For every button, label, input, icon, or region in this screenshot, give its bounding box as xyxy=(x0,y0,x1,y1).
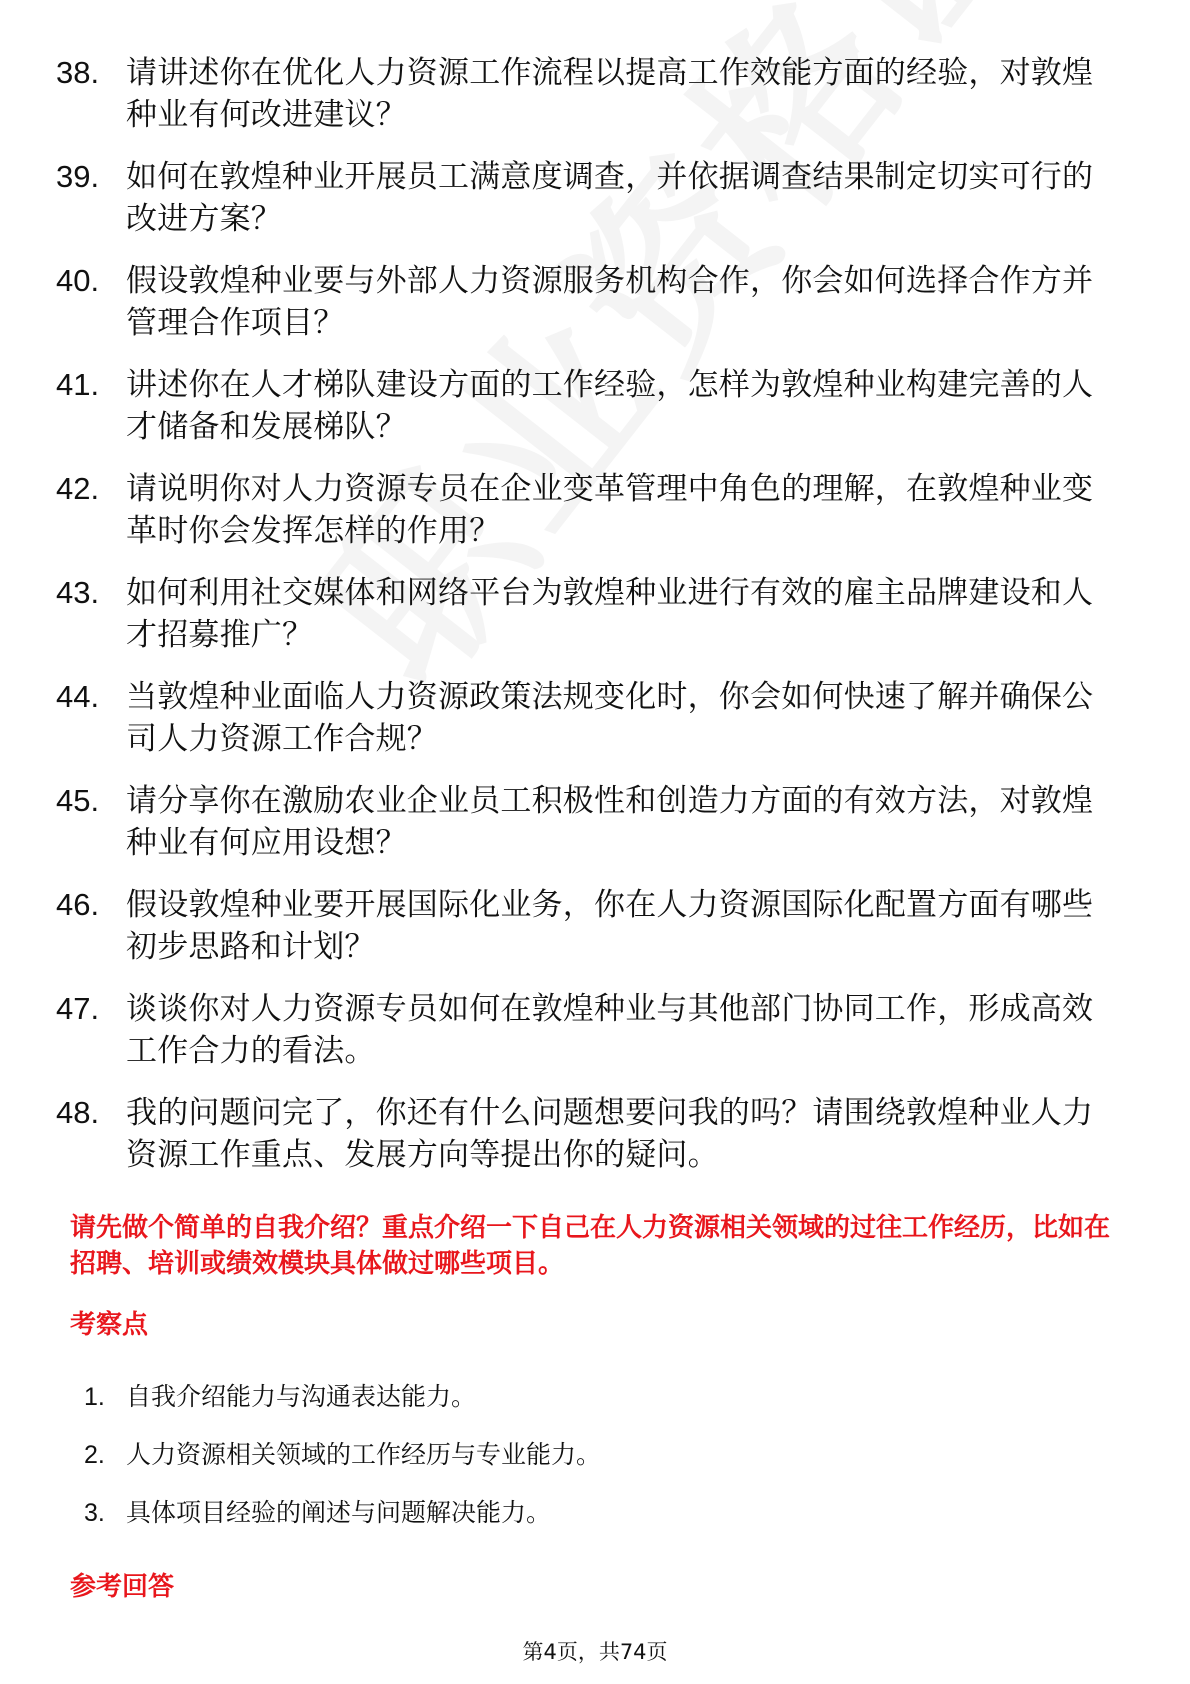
point-text: 具体项目经验的阐述与问题解决能力。 xyxy=(126,1498,552,1527)
question-list xyxy=(56,52,1116,1196)
point-text: 人力资源相关领域的工作经历与专业能力。 xyxy=(126,1440,602,1469)
question-text: 假设敦煌种业要开展国际化业务，你在人力资源国际化配置方面有哪些初步思路和计划？ xyxy=(126,887,1094,965)
point-number: 2. xyxy=(84,1441,105,1469)
list-item xyxy=(84,1380,1084,1414)
question-number: 41. xyxy=(56,367,100,402)
question-text: 请分享你在激励农业企业员工积极性和创造力方面的有效方法，对敦煌种业有何应用设想？ xyxy=(126,783,1094,861)
question-text: 假设敦煌种业要与外部人力资源服务机构合作，你会如何选择合作方并管理合作项目？ xyxy=(126,263,1094,341)
list-item xyxy=(56,988,1116,1072)
question-number: 43. xyxy=(56,575,100,610)
question-number: 45. xyxy=(56,783,100,818)
list-item xyxy=(56,884,1116,968)
question-text: 如何在敦煌种业开展员工满意度调查，并依据调查结果制定切实可行的改进方案？ xyxy=(126,159,1094,237)
intro-question: 请先做个简单的自我介绍？重点介绍一下自己在人力资源相关领域的过往工作经历，比如在招聘、培训或绩效模块具体做过哪些项目。 xyxy=(70,1213,1111,1279)
question-text: 请讲述你在优化人力资源工作流程以提高工作效能方面的经验，对敦煌种业有何改进建议？ xyxy=(126,55,1094,133)
list-item xyxy=(84,1496,1084,1530)
page-number: 第4页，共74页 xyxy=(522,1640,668,1664)
question-text: 我的问题问完了，你还有什么问题想要问我的吗？请围绕敦煌种业人力资源工作重点、发展方向等提出你的疑问。 xyxy=(126,1095,1094,1173)
question-text: 当敦煌种业面临人力资源政策法规变化时，你会如何快速了解并确保公司人力资源工作合规？ xyxy=(126,679,1094,757)
question-number: 39. xyxy=(56,159,100,194)
list-item xyxy=(56,1092,1116,1176)
point-number: 1. xyxy=(84,1383,105,1411)
list-item xyxy=(56,52,1116,136)
point-number: 3. xyxy=(84,1499,105,1527)
focus-section-title: 考察点 xyxy=(70,1310,149,1340)
question-number: 40. xyxy=(56,263,100,298)
question-text: 谈谈你对人力资源专员如何在敦煌种业与其他部门协同工作，形成高效工作合力的看法。 xyxy=(126,991,1094,1069)
list-item xyxy=(56,156,1116,240)
list-item xyxy=(56,364,1116,448)
answer-section-title: 参考回答 xyxy=(70,1572,175,1602)
question-number: 44. xyxy=(56,679,100,714)
question-number: 38. xyxy=(56,55,100,90)
question-number: 47. xyxy=(56,991,100,1026)
list-item xyxy=(56,780,1116,864)
list-item xyxy=(56,572,1116,656)
question-number: 48. xyxy=(56,1095,100,1130)
question-number: 42. xyxy=(56,471,100,506)
list-item xyxy=(84,1438,1084,1472)
question-text: 请说明你对人力资源专员在企业变革管理中角色的理解，在敦煌种业变革时你会发挥怎样的作用？ xyxy=(126,471,1094,549)
question-number: 46. xyxy=(56,887,100,922)
point-text: 自我介绍能力与沟通表达能力。 xyxy=(126,1382,477,1411)
question-text: 讲述你在人才梯队建设方面的工作经验，怎样为敦煌种业构建完善的人才储备和发展梯队？ xyxy=(126,367,1094,445)
list-item xyxy=(56,468,1116,552)
list-item xyxy=(56,260,1116,344)
focus-point-list xyxy=(84,1380,1084,1554)
list-item xyxy=(56,676,1116,760)
question-text: 如何利用社交媒体和网络平台为敦煌种业进行有效的雇主品牌建设和人才招募推广？ xyxy=(126,575,1094,653)
